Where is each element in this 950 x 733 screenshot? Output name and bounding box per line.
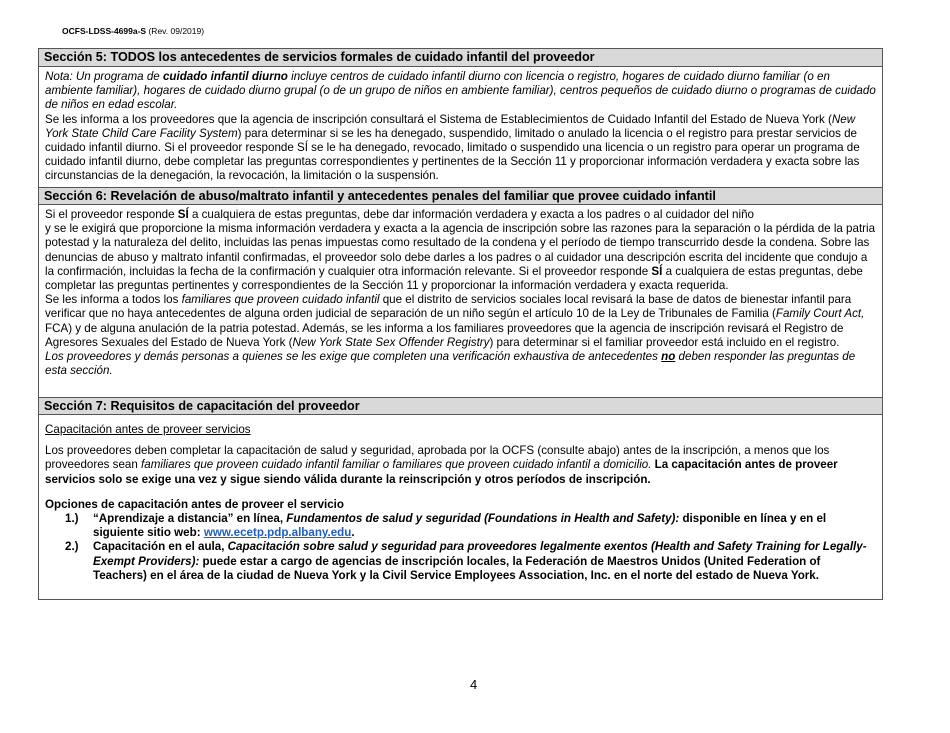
form-sections [38, 48, 883, 600]
section5-heading: Sección 5: TODOS los antecedentes de servicios formales de cuidado infantil del proveedor [39, 49, 882, 67]
training-option-2: 2.) Capacitación en el aula, Capacitación sobre salud y seguridad para proveedores legalmente exentos (Health and Safety Training for Legally-Exempt Providers): puede estar a cargo de agencias de inscripción locales, la Federación de Maestros Unidos (United Federation of Teachers) en el área de la ciudad de Nueva York y la Civil Service Employees Association, Inc. en el norte del estado de Nueva York. [65, 540, 867, 582]
ecetp-link[interactable]: www.ecetp.pdp.albany.edu [203, 526, 352, 540]
section7-subheading: Capacitación antes de proveer servicios [45, 423, 251, 436]
section6-p3: Se les informa a todos los familiares que proveen cuidado infantil que el distrito de servicios sociales local revisará la base de datos de bienestar infantil para verificar que no haya antecedentes de alguna orden judicial de separación de un niño según el artículo 10 de la Ley de Tribunales de Familia (Family Court Act, FCA) y de alguna anulación de la patria potestad. Además, se les informa a los familiares proveedores que la agencia de inscripción revisará el Registro de Agresores Sexuales del Estado de Nueva York (New York State Sex Offender Registry) para determinar si el familiar proveedor está incluido en el registro. [45, 293, 865, 349]
section7-p1: Los proveedores deben completar la capacitación de salud y seguridad, aprobada por la OCFS (consulte abajo) antes de la inscripción, a menos que los proveedores sean familiares que proveen cuidado infantil familiar o familiares que proveen cuidado infantil a domicilio. La capacitación antes de proveer servicios solo se exige una vez y sigue siendo válida durante la reinscripción y otros períodos de inscripción. [45, 444, 838, 486]
section6-body [45, 208, 876, 378]
page-number: 4 [470, 677, 478, 692]
training-options-list [45, 512, 876, 583]
section6-heading: Sección 6: Revelación de abuso/maltrato infantil y antecedentes penales del familiar que provee cuidado infantil [39, 187, 882, 205]
form-code: OCFS-LDSS-4699a-S (Rev. 09/2019) [62, 26, 205, 36]
section6-p4: Los proveedores y demás personas a quienes se les exige que completen una verificación exhaustiva de antecedentes no deben responder las preguntas de esta sección. [45, 350, 856, 378]
section7-body [45, 423, 876, 583]
training-option-1: 1.) “Aprendizaje a distancia” en línea, Fundamentos de salud y seguridad (Foundations in Health and Safety): disponible en línea y en el siguiente sitio web: www.ecetp.pdp.albany.edu. [65, 512, 827, 540]
section7-options-title: Opciones de capacitación antes de proveer el servicio [45, 497, 344, 511]
section5-body [45, 70, 876, 184]
section6-p1: Si el proveedor responde SÍ a cualquiera de estas preguntas, debe dar información verdadera y exacta a los padres o al cuidador del niño [45, 208, 754, 221]
section5-paragraph: Se les informa a los proveedores que la agencia de inscripción consultará el Sistema de Establecimientos de Cuidado Infantil del Estado de Nueva York (New York State Child Care Facility System) para determinar si se les ha denegado, suspendido, limitado o anulado la licencia o el registro para prestar servicios de cuidado infantil diurno. Si el proveedor responde SÍ se le ha denegado, revocado, limitado o suspendido una licencia o un registro para operar un programa de cuidado infantil diurno, debe completar las preguntas correspondientes y pertinentes de la Sección 11 y proporcionar información verdadera y exacta sobre las circunstancias de la denegación, la revocación, la limitación o la suspensión. [45, 112, 860, 183]
section6-p2: y se le exigirá que proporcione la misma información verdadera y exacta a la agencia de inscripción sobre las razones para la separación o la pérdida de la patria potestad y la naturaleza del delito, incluidas las penas impuestas como resultado de la condena y el período de tiempo transcurrido desde la condena. Sobre las denuncias de abuso y maltrato infantil confirmadas, el proveedor solo debe darles a los padres o al cuidador una descripción escrita del incidente que condujo a la confirmación, incluidas la fecha de la confirmación y cualquier otra información relevante. Si el proveedor responde SÍ a cualquiera de estas preguntas, debe completar las preguntas pertinentes y correspondientes de la Sección 11 y proporcionar la información verdadera y exacta requerida. [45, 222, 876, 293]
section7-heading: Sección 7: Requisitos de capacitación del proveedor [39, 397, 882, 415]
section5-note: Nota: Un programa de cuidado infantil diurno incluye centros de cuidado infantil diurno con licencia o registro, hogares de cuidado diurno familiar (o en ambiente familiar), hogares de cuidado diurno grupal (o de un grupo de niños en ambiente familiar), centros pequeños de cuidado diurno o programas de cuidado de niños en edad escolar. [45, 70, 876, 112]
